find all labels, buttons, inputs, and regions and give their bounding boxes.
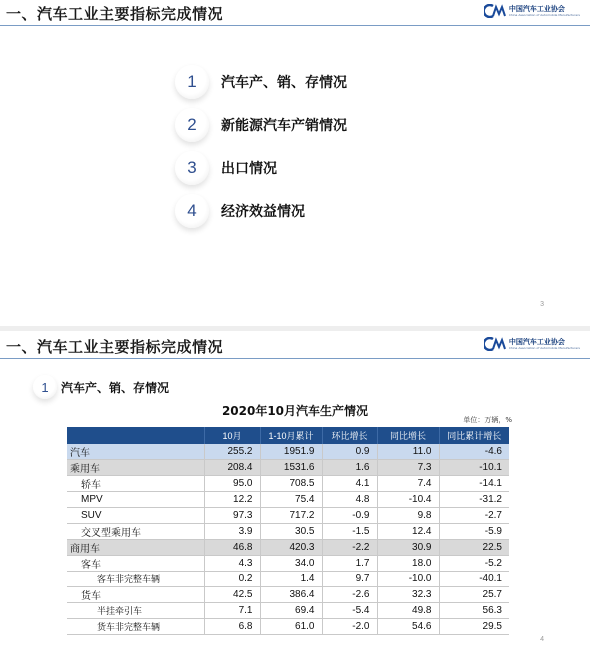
row-label-cell: 交叉型乘用车 — [67, 523, 204, 539]
row-label-cell: 商用车 — [67, 539, 204, 555]
value-cell: 49.8 — [377, 603, 439, 619]
menu-label: 出口情况 — [221, 160, 277, 177]
table-row — [67, 539, 509, 555]
row-label-cell: 汽车 — [67, 444, 204, 460]
menu-item-4[interactable] — [175, 189, 347, 232]
value-cell: 1.6 — [322, 460, 377, 476]
logo-subtitle: China Association of Automobile Manufacturers — [508, 12, 580, 17]
logo-subtitle: China Association of Automobile Manufacturers — [508, 345, 580, 350]
column-header: 1-10月累计 — [260, 427, 322, 444]
value-cell: -5.4 — [322, 603, 377, 619]
menu-number: 1 — [175, 65, 209, 99]
value-cell: 208.4 — [204, 460, 260, 476]
slide-divider — [0, 326, 590, 331]
value-cell: 18.0 — [377, 555, 439, 571]
value-cell: -31.2 — [439, 492, 509, 508]
value-cell: 46.8 — [204, 539, 260, 555]
row-label-cell: 轿车 — [67, 476, 204, 492]
value-cell: 95.0 — [204, 476, 260, 492]
value-cell: 56.3 — [439, 603, 509, 619]
slide-4 — [0, 333, 590, 659]
menu-item-3[interactable] — [175, 146, 347, 189]
column-header — [67, 427, 204, 444]
section-number: 1 — [33, 375, 57, 399]
value-cell: 0.2 — [204, 571, 260, 587]
value-cell: 30.5 — [260, 523, 322, 539]
value-cell: -5.2 — [439, 555, 509, 571]
value-cell: 4.8 — [322, 492, 377, 508]
value-cell: 75.4 — [260, 492, 322, 508]
value-cell: -2.2 — [322, 539, 377, 555]
menu-item-2[interactable] — [175, 103, 347, 146]
value-cell: -10.1 — [439, 460, 509, 476]
table-row — [67, 476, 509, 492]
caam-logo — [484, 4, 580, 18]
column-header: 环比增长 — [322, 427, 377, 444]
value-cell: 7.3 — [377, 460, 439, 476]
row-label-cell: SUV — [67, 507, 204, 523]
table-row — [67, 507, 509, 523]
menu-number: 2 — [175, 108, 209, 142]
value-cell: 255.2 — [204, 444, 260, 460]
row-label-cell: 客车 — [67, 555, 204, 571]
slide-title: 一、汽车工业主要指标完成情况 — [6, 5, 224, 23]
page-number: 4 — [540, 636, 544, 643]
value-cell: -10.0 — [377, 571, 439, 587]
value-cell: 386.4 — [260, 587, 322, 603]
row-label-cell: 客车非完整车辆 — [67, 571, 204, 587]
menu-label: 汽车产、销、存情况 — [221, 74, 347, 91]
value-cell: 708.5 — [260, 476, 322, 492]
table-row — [67, 523, 509, 539]
value-cell: 34.0 — [260, 555, 322, 571]
page-number: 3 — [540, 301, 544, 308]
caam-logo-icon — [484, 337, 506, 351]
value-cell: -0.9 — [322, 507, 377, 523]
value-cell: 1531.6 — [260, 460, 322, 476]
value-cell: 3.9 — [204, 523, 260, 539]
value-cell: 25.7 — [439, 587, 509, 603]
production-table — [67, 427, 509, 635]
value-cell: 11.0 — [377, 444, 439, 460]
row-label-cell: 乘用车 — [67, 460, 204, 476]
section-label: 汽车产、销、存情况 — [61, 380, 170, 395]
value-cell: 97.3 — [204, 507, 260, 523]
caam-logo — [484, 337, 580, 351]
table-row — [67, 492, 509, 508]
value-cell: 12.2 — [204, 492, 260, 508]
value-cell: 29.5 — [439, 618, 509, 634]
column-header: 同比增长 — [377, 427, 439, 444]
table-row — [67, 460, 509, 476]
section-heading — [33, 375, 169, 399]
value-cell: -10.4 — [377, 492, 439, 508]
table-row — [67, 603, 509, 619]
menu-label: 新能源汽车产销情况 — [221, 117, 347, 134]
value-cell: -2.7 — [439, 507, 509, 523]
table-header-row — [67, 427, 509, 444]
value-cell: 9.8 — [377, 507, 439, 523]
value-cell: 32.3 — [377, 587, 439, 603]
row-label-cell: 货车非完整车辆 — [67, 618, 204, 634]
title-underline — [0, 358, 590, 359]
slide-title: 一、汽车工业主要指标完成情况 — [6, 338, 224, 356]
value-cell: 30.9 — [377, 539, 439, 555]
menu-item-1[interactable] — [175, 60, 347, 103]
value-cell: 61.0 — [260, 618, 322, 634]
column-header: 10月 — [204, 427, 260, 444]
row-label-cell: MPV — [67, 492, 204, 508]
value-cell: 717.2 — [260, 507, 322, 523]
value-cell: 54.6 — [377, 618, 439, 634]
value-cell: 42.5 — [204, 587, 260, 603]
table-row — [67, 555, 509, 571]
menu-label: 经济效益情况 — [221, 203, 305, 220]
table-row — [67, 571, 509, 587]
value-cell: 7.4 — [377, 476, 439, 492]
value-cell: 1.4 — [260, 571, 322, 587]
unit-label: 单位：万辆，% — [463, 416, 512, 424]
menu-number: 4 — [175, 194, 209, 228]
value-cell: 1951.9 — [260, 444, 322, 460]
slide-3 — [0, 0, 590, 324]
caam-logo-icon — [484, 4, 506, 18]
contents-menu — [175, 60, 347, 232]
logo-name: 中国汽车工业协会 — [508, 4, 565, 13]
value-cell: -4.6 — [439, 444, 509, 460]
table-row — [67, 618, 509, 634]
row-label-cell: 货车 — [67, 587, 204, 603]
title-underline — [0, 25, 590, 26]
value-cell: -1.5 — [322, 523, 377, 539]
column-header: 同比累计增长 — [439, 427, 509, 444]
value-cell: -5.9 — [439, 523, 509, 539]
value-cell: -2.0 — [322, 618, 377, 634]
value-cell: 0.9 — [322, 444, 377, 460]
table-row — [67, 444, 509, 460]
value-cell: 1.7 — [322, 555, 377, 571]
value-cell: 420.3 — [260, 539, 322, 555]
value-cell: 9.7 — [322, 571, 377, 587]
value-cell: 22.5 — [439, 539, 509, 555]
row-label-cell: 半挂牵引车 — [67, 603, 204, 619]
value-cell: 4.3 — [204, 555, 260, 571]
logo-name: 中国汽车工业协会 — [508, 337, 565, 346]
value-cell: -2.6 — [322, 587, 377, 603]
value-cell: -40.1 — [439, 571, 509, 587]
table-title: 2020年10月汽车生产情况 — [221, 404, 369, 418]
value-cell: -14.1 — [439, 476, 509, 492]
menu-number: 3 — [175, 151, 209, 185]
value-cell: 69.4 — [260, 603, 322, 619]
table-row — [67, 587, 509, 603]
value-cell: 6.8 — [204, 618, 260, 634]
value-cell: 7.1 — [204, 603, 260, 619]
value-cell: 4.1 — [322, 476, 377, 492]
value-cell: 12.4 — [377, 523, 439, 539]
